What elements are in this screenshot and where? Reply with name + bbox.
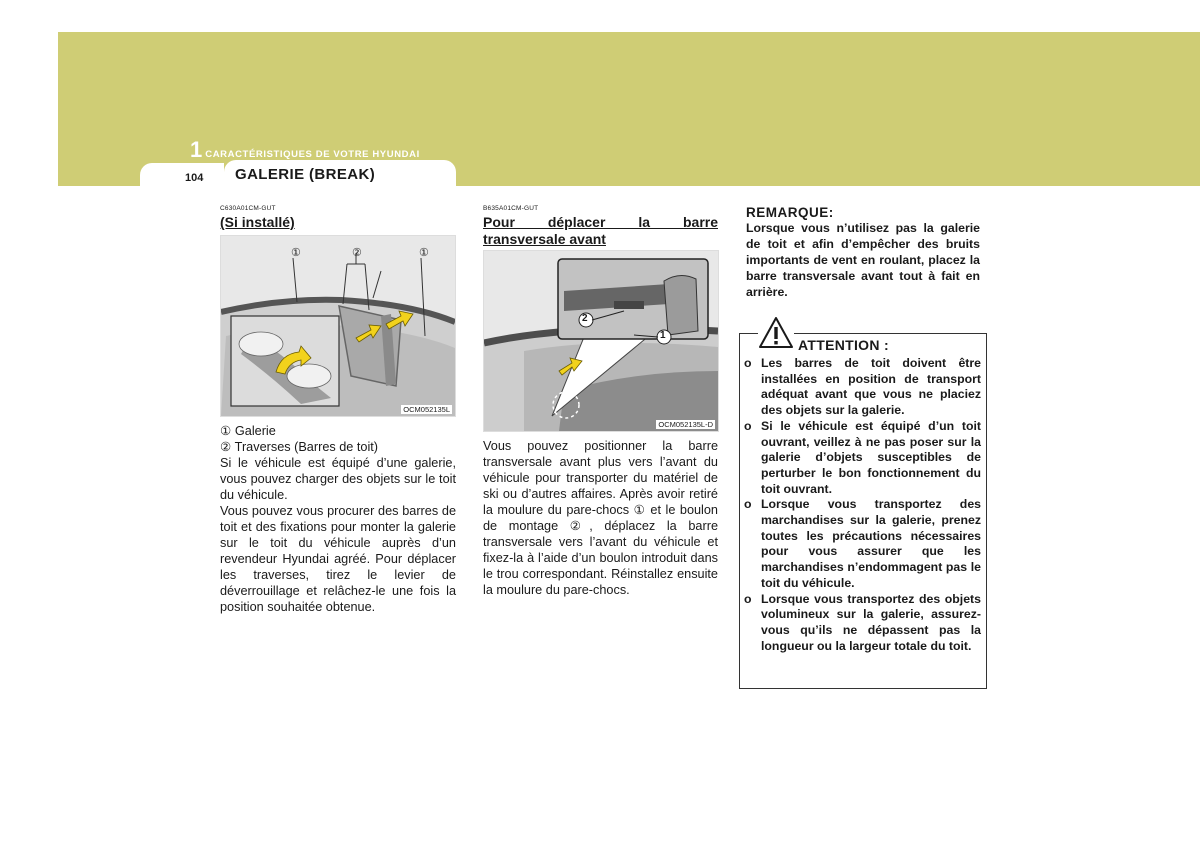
crossbar-figure <box>483 250 719 432</box>
chapter-title: CARACTÉRISTIQUES DE VOTRE HYUNDAI <box>205 149 420 160</box>
column-roof-rack <box>220 205 456 615</box>
body-text <box>220 423 456 615</box>
figure-callout-1: 1 <box>660 330 666 341</box>
figure-code: OCM052135L-D <box>658 420 713 429</box>
warning-list <box>744 356 981 654</box>
subsection-heading: (Si installé) <box>220 214 295 230</box>
legend-item-traverses: ② Traverses (Barres de toit) <box>220 440 379 454</box>
figure-callout-1b: ① <box>419 247 429 259</box>
chapter-number: 1 <box>190 137 203 162</box>
roof-rack-illustration <box>221 236 455 416</box>
bullet: o <box>744 591 752 606</box>
figure-code: OCM052135L <box>403 405 450 414</box>
warning-box <box>739 333 987 689</box>
bullet: o <box>744 356 752 370</box>
warning-title: ATTENTION : <box>798 337 889 353</box>
subsection-heading: Pour déplacer la barre <box>483 214 718 230</box>
page-number: 104 <box>185 172 204 184</box>
column-notes <box>746 205 980 300</box>
figure-callout-2: 2 <box>582 313 588 324</box>
warning-item: o Lorsque vous transportez des objets volumineux sur la galerie, assurez-vous qu’ils ne dépassent pas la longueur ou la largeur totale du toit. <box>744 591 981 653</box>
figure-callout-2: ② <box>352 247 362 259</box>
warning-item: o Les barres de toit doivent être installées en position de transport adéquat avant que vous ne placiez des objets sur la galerie. <box>744 356 981 418</box>
bullet: o <box>744 418 752 433</box>
paragraph: Vous pouvez positionner la barre transversale avant plus vers l’avant du véhicule pour transporter du matériel de ski ou d’autres affaires. Après avoir retiré la moulure du pare-chocs ① et le boulon de montage ②, déplacez la barre transversale vers l’avant du véhicule et fixez-la à l’aide d’un boulon introduit dans le trou correspondant. Réinstallez ensuite la moulure du pare-chocs. <box>483 439 718 597</box>
section-code: B635A01CM-GUT <box>483 205 539 212</box>
warning-triangle-icon <box>758 316 794 350</box>
bullet: o <box>744 497 752 512</box>
paragraph: Si le véhicule est équipé d’une galerie, vous pouvez charger des objets sur le toit du véhicule. <box>220 456 456 502</box>
remark-title: REMARQUE: <box>746 205 834 220</box>
remark-text: Lorsque vous n’utilisez pas la galerie de toit et afin d’empêcher des bruits importants de vent en roulant, placez la barre transversale avant tout à fait en arrière. <box>746 221 980 299</box>
column-move-crossbar <box>483 205 718 598</box>
section-title: GALERIE (BREAK) <box>235 166 376 183</box>
subsection-heading-line2: transversale avant <box>483 231 606 247</box>
section-code: C630A01CM-GUT <box>220 205 276 212</box>
page-number-tab <box>140 163 224 187</box>
paragraph: Vous pouvez vous procurer des barres de toit et des fixations pour monter la galerie sur le toit du véhicule auprès d’un revendeur Hyundai agréé. Pour déplacer les traverses, tirez le levier de déverrouillage et relâchez-le une fois la position souhaitée obtenue. <box>220 504 456 614</box>
warning-item: o Si le véhicule est équipé d’un toit ouvrant, veillez à ne pas poser sur la galerie d’objets susceptibles de perturber le bon fonctionnement du toit ouvrant. <box>744 418 981 496</box>
warning-item: o Lorsque vous transportez des marchandises sur la galerie, prenez toutes les précautions nécessaires pour vous assurer que les marchandises n’endommagent pas le toit du véhicule. <box>744 497 981 590</box>
chapter-header <box>190 139 420 161</box>
crossbar-illustration <box>484 251 718 431</box>
roof-rack-figure <box>220 235 456 417</box>
figure-callout-1a: ① <box>291 247 301 259</box>
legend-item-galerie: ① Galerie <box>220 424 276 438</box>
